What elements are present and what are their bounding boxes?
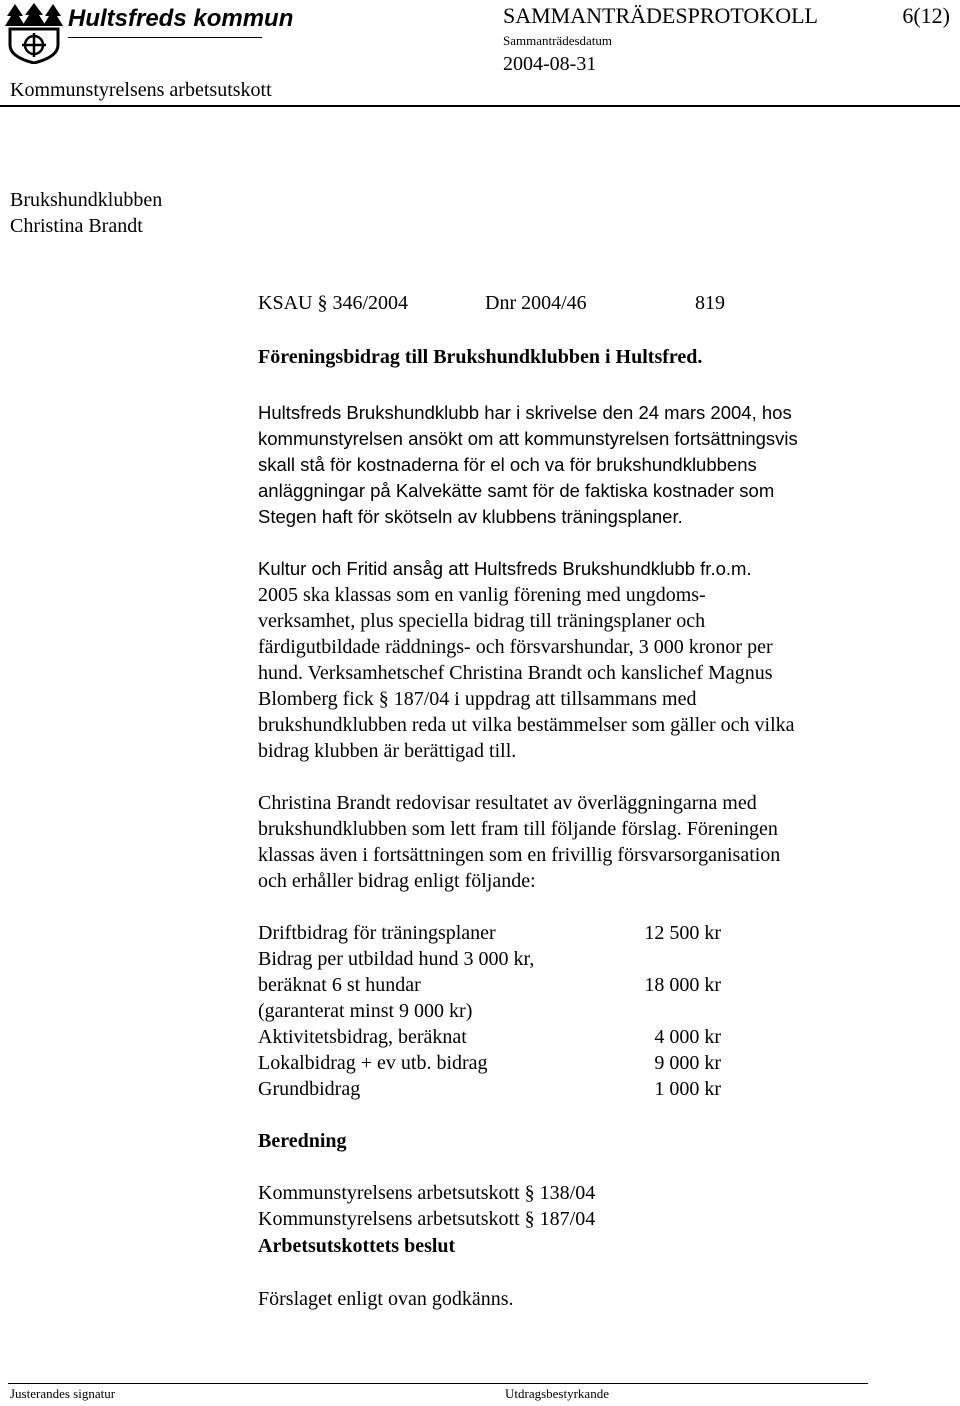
preparation-heading: Beredning xyxy=(258,1130,347,1152)
grant-amount: 4 000 kr xyxy=(654,1026,721,1048)
grants-table xyxy=(258,920,721,1102)
text-line: kommunstyrelsen ansökt om att kommunstyrelsen fortsättningsvis xyxy=(258,428,798,449)
text-line: 2005 ska klassas som en vanlig förening med ungdoms- xyxy=(258,584,706,606)
dnr-number: Dnr 2004/46 xyxy=(485,292,587,314)
grant-amount: 18 000 kr xyxy=(644,974,721,996)
grant-label: Driftbidrag för träningsplaner xyxy=(258,922,496,944)
recipient: Brukshundklubben xyxy=(10,189,163,211)
preparation-reference: Kommunstyrelsens arbetsutskott § 187/04 xyxy=(258,1208,596,1230)
header-divider xyxy=(0,105,960,107)
grant-row xyxy=(258,998,721,1024)
text-line: Stegen haft för skötseln av klubbens träningsplaner. xyxy=(258,506,683,527)
extract-certification-label: Utdragsbestyrkande xyxy=(505,1386,609,1401)
grant-row xyxy=(258,1050,721,1076)
text-line: anläggningar på Kalvekätte samt för de faktiska kostnader som xyxy=(258,480,775,501)
meeting-date-label: Sammanträdesdatum xyxy=(503,33,613,48)
text-line: klassas även i fortsättningen som en frivillig försvarsorganisation xyxy=(258,844,781,866)
case-reference xyxy=(258,290,738,316)
text-line: Christina Brandt redovisar resultatet av överläggningarna med xyxy=(258,792,757,814)
text-line: brukshundklubben som lett fram till följande förslag. Föreningen xyxy=(258,818,778,840)
text-line: Blomberg fick § 187/04 i uppdrag att tillsammans med xyxy=(258,688,697,710)
text-line: och erhåller bidrag enligt följande: xyxy=(258,870,536,892)
grant-row xyxy=(258,972,721,998)
grant-amount: 12 500 kr xyxy=(644,922,721,944)
grant-label: Bidrag per utbildad hund 3 000 kr, xyxy=(258,948,535,970)
grant-label: (garanterat minst 9 000 kr) xyxy=(258,1000,473,1022)
municipality-logo-text: Hultsfreds kommun xyxy=(68,5,294,32)
committee-name: Kommunstyrelsens arbetsutskott xyxy=(10,79,272,101)
paragraph-application xyxy=(258,400,798,530)
grant-row xyxy=(258,1076,721,1102)
archive-code: 819 xyxy=(695,292,725,314)
grant-amount: 1 000 kr xyxy=(654,1078,721,1100)
text-line: bidrag klubben är berättigad till. xyxy=(258,740,517,762)
text-line: färdigutbildade räddnings- och försvarshundar, 3 000 kronor per xyxy=(258,636,773,658)
grant-row xyxy=(258,920,721,946)
preparation-references xyxy=(258,1180,595,1232)
municipal-crest-icon xyxy=(4,2,64,64)
item-title: Föreningsbidrag till Brukshundklubben i Hultsfred. xyxy=(258,346,703,368)
meeting-date: 2004-08-31 xyxy=(503,53,597,75)
text-line: skall stå för kostnaderna för el och va för brukshundklubbens xyxy=(258,454,757,475)
ksau-number: KSAU § 346/2004 xyxy=(258,292,409,314)
footer-divider xyxy=(8,1383,868,1384)
text-line: hund. Verksamhetschef Christina Brandt och kanslichef Magnus xyxy=(258,662,773,684)
text-line: Hultsfreds Brukshundklubb har i skrivelse den 24 mars 2004, hos xyxy=(258,402,792,423)
paragraph-background xyxy=(258,556,795,764)
decision-text: Förslaget enligt ovan godkänns. xyxy=(258,1288,514,1310)
signature-label: Justerandes signatur xyxy=(10,1386,116,1401)
text-line: verksamhet, plus speciella bidrag till träningsplaner och xyxy=(258,610,706,632)
grant-label: Lokalbidrag + ev utb. bidrag xyxy=(258,1052,488,1074)
recipients xyxy=(10,187,162,239)
grant-label: Grundbidrag xyxy=(258,1078,361,1100)
decision-heading: Arbetsutskottets beslut xyxy=(258,1235,456,1257)
grant-label: beräknat 6 st hundar xyxy=(258,974,421,996)
recipient: Christina Brandt xyxy=(10,215,143,237)
paragraph-proposal xyxy=(258,790,780,894)
preparation-reference: Kommunstyrelsens arbetsutskott § 138/04 xyxy=(258,1182,596,1204)
grant-row xyxy=(258,1024,721,1050)
page-number: 6(12) xyxy=(902,3,950,28)
text-line: brukshundklubben reda ut vilka bestämmelser som gäller och vilka xyxy=(258,714,795,736)
grant-row xyxy=(258,946,721,972)
document-type: SAMMANTRÄDESPROTOKOLL xyxy=(503,3,818,28)
logo-underline xyxy=(68,37,262,38)
text-line: Kultur och Fritid ansåg att Hultsfreds Brukshundklubb fr.o.m. xyxy=(258,558,752,579)
grant-label: Aktivitetsbidrag, beräknat xyxy=(258,1026,467,1048)
grant-amount: 9 000 kr xyxy=(654,1052,721,1074)
